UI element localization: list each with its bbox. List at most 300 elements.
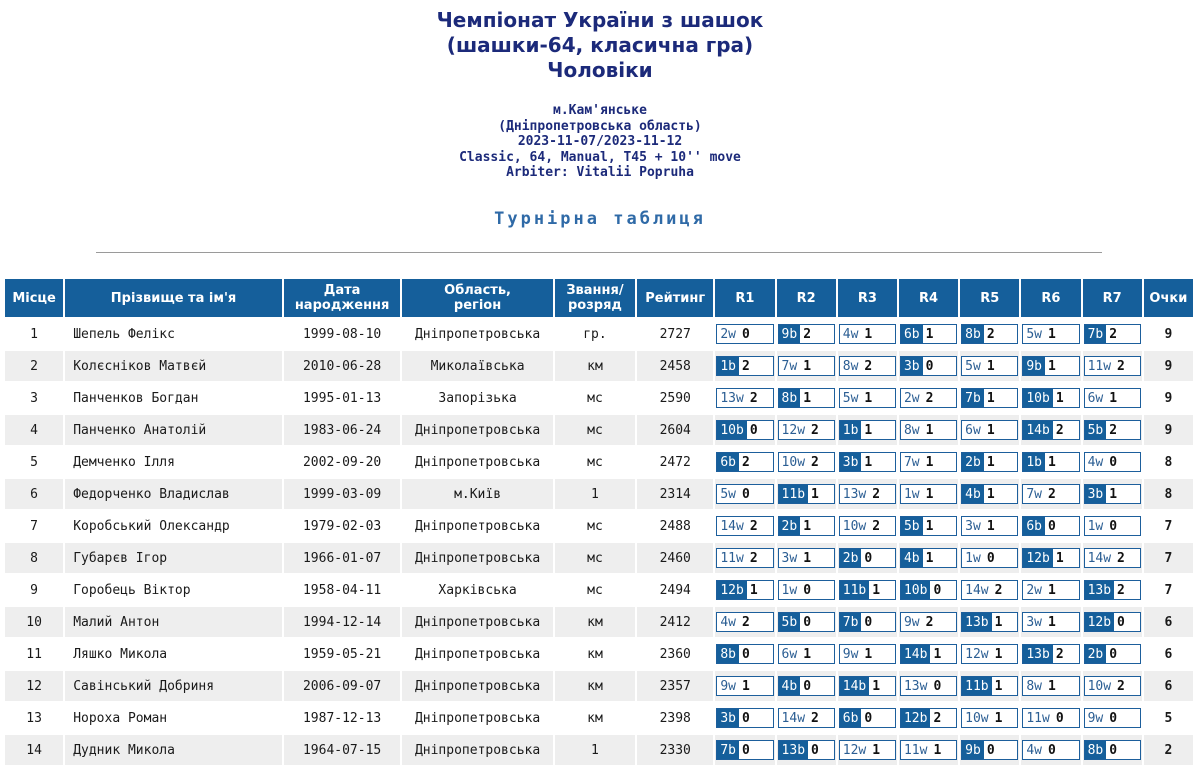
opponent-color: 5b bbox=[779, 613, 801, 631]
game-score: 0 bbox=[1109, 518, 1118, 534]
game-score: 0 bbox=[1048, 518, 1056, 534]
region-cell: Дніпропетровська bbox=[402, 447, 553, 477]
opponent-color: 7b bbox=[1085, 325, 1107, 343]
game-score: 1 bbox=[994, 646, 1003, 662]
round-cell bbox=[715, 607, 774, 637]
rating-cell: 2727 bbox=[637, 319, 713, 349]
round-result bbox=[839, 580, 896, 600]
game-score: 0 bbox=[986, 550, 995, 566]
round-result bbox=[1084, 324, 1141, 344]
round-result bbox=[839, 644, 896, 664]
tournament-meta bbox=[0, 103, 1200, 181]
round-result bbox=[900, 644, 957, 664]
game-score: 1 bbox=[872, 742, 881, 758]
rating-cell: 2357 bbox=[637, 671, 713, 701]
player-name: Губарєв Ігор bbox=[65, 543, 282, 573]
place-cell: 5 bbox=[5, 447, 63, 477]
round-cell bbox=[899, 319, 958, 349]
game-score: 0 bbox=[1109, 742, 1118, 758]
game-score: 1 bbox=[925, 326, 934, 342]
game-score: 1 bbox=[986, 422, 995, 438]
opponent-color: 14w bbox=[781, 710, 806, 726]
opponent-color: 14b bbox=[840, 677, 869, 695]
table-subtitle: Турнірна таблиця bbox=[494, 208, 706, 229]
opponent-color: 8b bbox=[717, 645, 739, 663]
round-result bbox=[716, 548, 773, 568]
round-result bbox=[1084, 484, 1141, 504]
round-result bbox=[1022, 324, 1079, 344]
round-result bbox=[839, 484, 896, 504]
round-cell bbox=[838, 575, 897, 605]
round-cell bbox=[960, 415, 1019, 445]
round-result bbox=[1084, 420, 1141, 440]
opponent-color: 4b bbox=[779, 677, 801, 695]
region-cell: м.Київ bbox=[402, 479, 553, 509]
round-result bbox=[961, 548, 1018, 568]
header-region-line2: регіон bbox=[453, 298, 502, 313]
game-score: 1 bbox=[864, 646, 873, 662]
round-cell bbox=[838, 671, 897, 701]
round-cell bbox=[899, 447, 958, 477]
dob-cell: 1987-12-13 bbox=[284, 703, 400, 733]
header-round: R7 bbox=[1083, 279, 1142, 317]
game-score: 1 bbox=[925, 486, 934, 502]
title-cell: мс bbox=[555, 383, 635, 413]
title-cell: км bbox=[555, 671, 635, 701]
opponent-color: 9w bbox=[842, 646, 859, 662]
round-cell bbox=[960, 735, 1019, 765]
rating-cell: 2330 bbox=[637, 735, 713, 765]
title-line: (шашки-64, класична гра) bbox=[446, 33, 754, 57]
round-result bbox=[716, 644, 773, 664]
round-result bbox=[839, 420, 896, 440]
title-cell: мс bbox=[555, 447, 635, 477]
game-score: 2 bbox=[742, 614, 750, 630]
round-result bbox=[778, 484, 835, 504]
game-score: 2 bbox=[811, 710, 819, 726]
round-cell bbox=[715, 351, 774, 381]
round-cell bbox=[1021, 543, 1080, 573]
title-cell: км bbox=[555, 607, 635, 637]
opponent-color: 13b bbox=[779, 741, 808, 759]
round-cell bbox=[960, 447, 1019, 477]
opponent-color: 5w bbox=[1026, 326, 1043, 342]
round-result bbox=[900, 580, 957, 600]
points-cell: 6 bbox=[1144, 607, 1193, 637]
dob-cell: 1999-03-09 bbox=[284, 479, 400, 509]
round-cell bbox=[960, 351, 1019, 381]
opponent-color: 9b bbox=[1023, 357, 1045, 375]
round-cell bbox=[1021, 447, 1080, 477]
round-cell bbox=[777, 671, 836, 701]
title-cell: км bbox=[555, 351, 635, 381]
player-name: Горобець Віктор bbox=[65, 575, 282, 605]
opponent-color: 4w bbox=[1026, 742, 1043, 758]
round-result bbox=[778, 708, 835, 728]
round-result bbox=[716, 580, 773, 600]
opponent-color: 8b bbox=[1085, 741, 1107, 759]
opponent-color: 8w bbox=[1026, 678, 1043, 694]
table-row bbox=[5, 575, 1193, 605]
opponent-color: 3w bbox=[781, 550, 798, 566]
player-name: Ляшко Микола bbox=[65, 639, 282, 669]
page-header bbox=[0, 8, 1200, 229]
game-score: 0 bbox=[803, 614, 812, 630]
header-round: R5 bbox=[960, 279, 1019, 317]
round-result bbox=[961, 356, 1018, 376]
title-line: Чемпіонат України з шашок bbox=[436, 8, 764, 32]
game-score: 1 bbox=[925, 454, 934, 470]
game-score: 1 bbox=[1048, 678, 1056, 694]
opponent-color: 14w bbox=[965, 582, 989, 598]
game-score: 2 bbox=[1109, 326, 1118, 342]
rating-cell: 2460 bbox=[637, 543, 713, 573]
round-cell bbox=[960, 319, 1019, 349]
round-cell bbox=[960, 703, 1019, 733]
opponent-color: 6w bbox=[1087, 390, 1104, 406]
opponent-color: 14b bbox=[1023, 421, 1052, 439]
opponent-color: 3b bbox=[901, 357, 923, 375]
round-cell bbox=[777, 447, 836, 477]
opponent-color: 2w bbox=[1026, 582, 1043, 598]
opponent-color: 2w bbox=[903, 390, 920, 406]
game-score: 2 bbox=[925, 390, 934, 406]
round-cell bbox=[1021, 383, 1080, 413]
game-score: 1 bbox=[1055, 550, 1064, 566]
round-result bbox=[900, 420, 957, 440]
game-score: 0 bbox=[1117, 614, 1125, 630]
round-result bbox=[839, 452, 896, 472]
title-cell: мс bbox=[555, 575, 635, 605]
round-cell bbox=[960, 607, 1019, 637]
round-cell bbox=[899, 479, 958, 509]
points-cell: 9 bbox=[1144, 351, 1193, 381]
region-cell: Харківська bbox=[402, 575, 553, 605]
opponent-color: 11w bbox=[1087, 358, 1112, 374]
points-cell: 6 bbox=[1144, 639, 1193, 669]
round-cell bbox=[1083, 319, 1142, 349]
round-cell bbox=[715, 703, 774, 733]
title-cell: гр. bbox=[555, 319, 635, 349]
opponent-color: 11b bbox=[962, 677, 991, 695]
round-cell bbox=[1083, 607, 1142, 637]
round-cell bbox=[960, 383, 1019, 413]
opponent-color: 5b bbox=[1085, 421, 1107, 439]
round-cell bbox=[777, 575, 836, 605]
round-cell bbox=[899, 351, 958, 381]
header-title-line1: Звання/ bbox=[566, 283, 624, 298]
round-cell bbox=[838, 319, 897, 349]
round-result bbox=[778, 548, 835, 568]
round-cell bbox=[777, 479, 836, 509]
round-cell bbox=[838, 351, 897, 381]
game-score: 1 bbox=[864, 390, 873, 406]
table-row bbox=[5, 447, 1193, 477]
game-score: 1 bbox=[933, 646, 942, 662]
round-result bbox=[1022, 740, 1079, 760]
game-score: 1 bbox=[803, 358, 812, 374]
region-cell: Дніпропетровська bbox=[402, 543, 553, 573]
game-score: 0 bbox=[925, 358, 934, 374]
round-result bbox=[1022, 644, 1079, 664]
round-result bbox=[1022, 580, 1079, 600]
round-cell bbox=[838, 703, 897, 733]
round-result bbox=[961, 516, 1018, 536]
round-cell bbox=[777, 543, 836, 573]
round-result bbox=[716, 356, 773, 376]
opponent-color: 13b bbox=[1023, 645, 1052, 663]
opponent-color: 2b bbox=[779, 517, 801, 535]
game-score: 2 bbox=[749, 550, 758, 566]
round-result bbox=[961, 484, 1018, 504]
header-title bbox=[555, 279, 635, 317]
round-cell bbox=[715, 671, 774, 701]
opponent-color: 12b bbox=[717, 581, 746, 599]
player-name: Демченко Ілля bbox=[65, 447, 282, 477]
table-row bbox=[5, 607, 1193, 637]
place-cell: 1 bbox=[5, 319, 63, 349]
round-cell bbox=[777, 703, 836, 733]
round-cell bbox=[899, 703, 958, 733]
round-cell bbox=[777, 351, 836, 381]
header-row bbox=[5, 279, 1193, 317]
game-score: 1 bbox=[1048, 582, 1056, 598]
opponent-color: 6b bbox=[840, 709, 862, 727]
opponent-color: 1w bbox=[781, 582, 798, 598]
table-row bbox=[5, 383, 1193, 413]
dob-cell: 1959-05-21 bbox=[284, 639, 400, 669]
opponent-color: 5w bbox=[842, 390, 859, 406]
rating-cell: 2360 bbox=[637, 639, 713, 669]
game-score: 1 bbox=[986, 518, 995, 534]
round-result bbox=[900, 548, 957, 568]
header-points: Очки bbox=[1144, 279, 1193, 317]
player-name: Савінський Добриня bbox=[65, 671, 282, 701]
place-cell: 11 bbox=[5, 639, 63, 669]
dob-cell: 1995-01-13 bbox=[284, 383, 400, 413]
round-result bbox=[839, 516, 896, 536]
round-result bbox=[900, 452, 957, 472]
player-name: Федорченко Владислав bbox=[65, 479, 282, 509]
round-result bbox=[1022, 612, 1079, 632]
round-result bbox=[778, 676, 835, 696]
round-result bbox=[778, 580, 835, 600]
round-cell bbox=[1021, 511, 1080, 541]
player-name: Коробський Олександр bbox=[65, 511, 282, 541]
round-result bbox=[778, 420, 835, 440]
dob-cell: 1994-12-14 bbox=[284, 607, 400, 637]
round-result bbox=[1084, 516, 1141, 536]
game-score: 1 bbox=[994, 710, 1003, 726]
game-score: 2 bbox=[986, 326, 995, 342]
place-cell: 7 bbox=[5, 511, 63, 541]
opponent-color: 13b bbox=[1085, 581, 1114, 599]
round-result bbox=[716, 484, 773, 504]
game-score: 2 bbox=[872, 486, 881, 502]
dob-cell: 1964-07-15 bbox=[284, 735, 400, 765]
game-score: 1 bbox=[986, 390, 995, 406]
game-score: 2 bbox=[742, 454, 750, 470]
round-result bbox=[778, 388, 835, 408]
round-cell bbox=[838, 415, 897, 445]
round-result bbox=[839, 388, 896, 408]
game-score: 1 bbox=[994, 678, 1003, 694]
opponent-color: 11w bbox=[903, 742, 928, 758]
opponent-color: 10b bbox=[1023, 389, 1052, 407]
player-name: Шепель Фелікс bbox=[65, 319, 282, 349]
opponent-color: 12b bbox=[901, 709, 930, 727]
points-cell: 5 bbox=[1144, 703, 1193, 733]
title-cell: 1 bbox=[555, 735, 635, 765]
opponent-color: 5w bbox=[965, 358, 981, 374]
opponent-color: 14w bbox=[720, 518, 744, 534]
game-score: 2 bbox=[1117, 358, 1125, 374]
round-result bbox=[900, 740, 957, 760]
header-round: R2 bbox=[777, 279, 836, 317]
game-score: 0 bbox=[933, 678, 942, 694]
opponent-color: 12w bbox=[842, 742, 867, 758]
game-score: 1 bbox=[925, 550, 934, 566]
rating-cell: 2314 bbox=[637, 479, 713, 509]
round-cell bbox=[1083, 479, 1142, 509]
points-cell: 2 bbox=[1144, 735, 1193, 765]
table-row bbox=[5, 703, 1193, 733]
points-cell: 8 bbox=[1144, 479, 1193, 509]
game-score: 0 bbox=[1109, 710, 1118, 726]
round-cell bbox=[960, 511, 1019, 541]
game-score: 0 bbox=[742, 710, 750, 726]
round-result bbox=[839, 356, 896, 376]
dob-cell: 1979-02-03 bbox=[284, 511, 400, 541]
opponent-color: 10w bbox=[1087, 678, 1112, 694]
opponent-color: 1w bbox=[903, 486, 920, 502]
table-row bbox=[5, 351, 1193, 381]
game-score: 0 bbox=[1109, 454, 1118, 470]
game-score: 1 bbox=[925, 518, 934, 534]
round-result bbox=[900, 708, 957, 728]
round-result bbox=[961, 420, 1018, 440]
opponent-color: 8w bbox=[903, 422, 920, 438]
header-dob-line1: Дата bbox=[323, 283, 361, 298]
round-result bbox=[961, 388, 1018, 408]
opponent-color: 1w bbox=[1087, 518, 1104, 534]
meta-dates: 2023-11-07/2023-11-12 bbox=[517, 134, 683, 149]
table-row bbox=[5, 415, 1193, 445]
round-result bbox=[778, 516, 835, 536]
round-cell bbox=[960, 639, 1019, 669]
opponent-color: 2b bbox=[1085, 645, 1107, 663]
game-score: 2 bbox=[1117, 678, 1125, 694]
opponent-color: 14b bbox=[901, 645, 930, 663]
round-cell bbox=[1021, 479, 1080, 509]
opponent-color: 10w bbox=[781, 454, 806, 470]
round-cell bbox=[1083, 415, 1142, 445]
game-score: 1 bbox=[1109, 486, 1118, 502]
place-cell: 6 bbox=[5, 479, 63, 509]
round-result bbox=[1084, 452, 1141, 472]
round-result bbox=[716, 324, 773, 344]
opponent-color: 2b bbox=[840, 549, 862, 567]
round-result bbox=[961, 580, 1018, 600]
opponent-color: 9b bbox=[962, 741, 984, 759]
game-score: 0 bbox=[1109, 646, 1118, 662]
title-cell: мс bbox=[555, 543, 635, 573]
game-score: 0 bbox=[742, 326, 750, 342]
round-cell bbox=[777, 511, 836, 541]
region-cell: Дніпропетровська bbox=[402, 319, 553, 349]
round-cell bbox=[960, 543, 1019, 573]
opponent-color: 7w bbox=[1026, 486, 1043, 502]
round-cell bbox=[838, 383, 897, 413]
rating-cell: 2590 bbox=[637, 383, 713, 413]
rating-cell: 2494 bbox=[637, 575, 713, 605]
header-dob bbox=[284, 279, 400, 317]
game-score: 0 bbox=[864, 550, 873, 566]
game-score: 2 bbox=[811, 422, 819, 438]
opponent-color: 1b bbox=[1023, 453, 1045, 471]
round-result bbox=[716, 612, 773, 632]
table-row bbox=[5, 543, 1193, 573]
round-result bbox=[1022, 708, 1079, 728]
place-cell: 12 bbox=[5, 671, 63, 701]
game-score: 1 bbox=[933, 742, 942, 758]
opponent-color: 9w bbox=[903, 614, 920, 630]
place-cell: 10 bbox=[5, 607, 63, 637]
game-score: 2 bbox=[803, 326, 812, 342]
round-cell bbox=[838, 479, 897, 509]
opponent-color: 5b bbox=[901, 517, 923, 535]
round-result bbox=[961, 708, 1018, 728]
round-cell bbox=[1021, 671, 1080, 701]
round-cell bbox=[960, 671, 1019, 701]
opponent-color: 3w bbox=[965, 518, 981, 534]
points-cell: 7 bbox=[1144, 511, 1193, 541]
round-cell bbox=[1021, 607, 1080, 637]
round-result bbox=[961, 740, 1018, 760]
opponent-color: 3w bbox=[1026, 614, 1043, 630]
opponent-color: 5w bbox=[720, 486, 736, 502]
rating-cell: 2472 bbox=[637, 447, 713, 477]
table-row bbox=[5, 639, 1193, 669]
meta-format: Classic, 64, Manual, T45 + 10'' move bbox=[459, 149, 741, 165]
title-cell: мс bbox=[555, 511, 635, 541]
dob-cell: 2002-09-20 bbox=[284, 447, 400, 477]
round-cell bbox=[777, 607, 836, 637]
game-score: 2 bbox=[811, 454, 819, 470]
dob-cell: 1999-08-10 bbox=[284, 319, 400, 349]
game-score: 2 bbox=[994, 582, 1003, 598]
points-cell: 7 bbox=[1144, 543, 1193, 573]
game-score: 1 bbox=[1048, 326, 1056, 342]
round-cell bbox=[777, 319, 836, 349]
opponent-color: 7b bbox=[840, 613, 862, 631]
round-cell bbox=[1083, 735, 1142, 765]
game-score: 2 bbox=[1117, 582, 1125, 598]
title-line: Чоловіки bbox=[547, 58, 653, 82]
region-cell: Дніпропетровська bbox=[402, 415, 553, 445]
round-cell bbox=[1083, 351, 1142, 381]
round-cell bbox=[1021, 639, 1080, 669]
round-result bbox=[1022, 420, 1079, 440]
opponent-color: 3b bbox=[1085, 485, 1107, 503]
round-result bbox=[716, 740, 773, 760]
opponent-color: 2w bbox=[720, 326, 736, 342]
header-rating: Рейтинг bbox=[637, 279, 713, 317]
round-result bbox=[900, 612, 957, 632]
header-round: R4 bbox=[899, 279, 958, 317]
standings-table bbox=[3, 277, 1195, 767]
game-score: 1 bbox=[986, 454, 995, 470]
